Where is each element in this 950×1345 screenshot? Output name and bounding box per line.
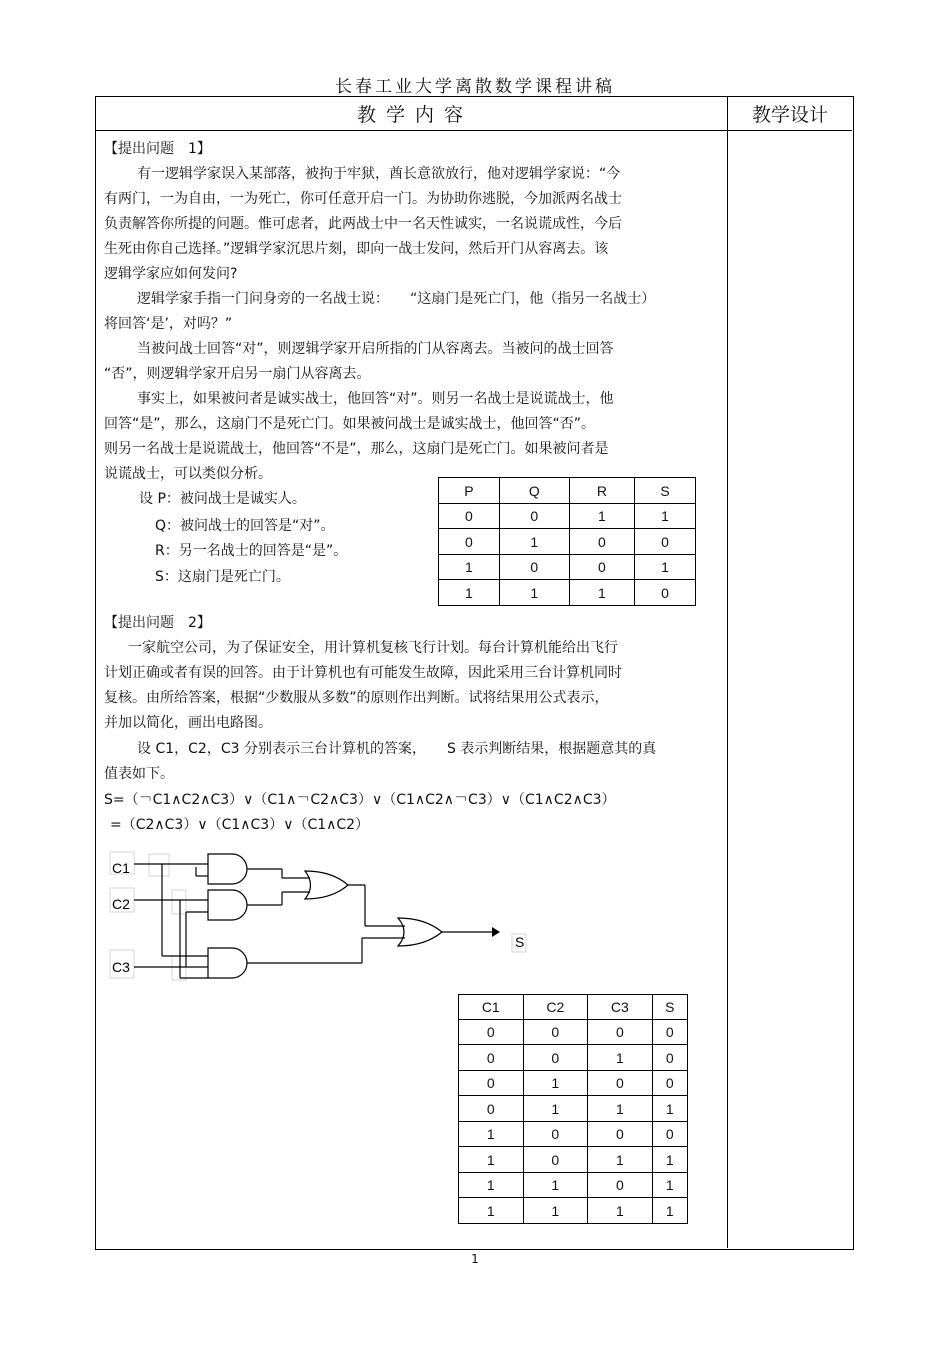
table-cell: 1 [569, 504, 634, 529]
table-cell: 0 [635, 580, 696, 606]
table-row [439, 529, 696, 555]
definition-q: Q：被问战士的回答是“对”。 [155, 518, 335, 534]
table-cell: 1 [523, 1096, 588, 1122]
problem1-heading: 【提出问题 1】 [104, 141, 211, 157]
table-cell: 0 [652, 1071, 687, 1096]
column-header-content: 教 学 内 容 [356, 104, 466, 126]
table-row [459, 1096, 688, 1122]
definition-r: R：另一名战士的回答是“是”。 [155, 543, 348, 559]
table-cell: 0 [523, 1045, 588, 1071]
column-divider [727, 96, 728, 1248]
majority-circuit-diagram [100, 840, 540, 990]
table-cell: 0 [459, 1071, 524, 1096]
problem2-heading: 【提出问题 2】 [104, 615, 211, 631]
table-cell: 1 [499, 529, 569, 555]
problem1-line: 有一逻辑学家误入某部落，被拘于牢狱，酋长意欲放行，他对逻辑学家说：“今 [137, 166, 621, 182]
problem1-line: 说谎战士，可以类似分析。 [104, 466, 272, 482]
table-cell: 0 [588, 1173, 653, 1198]
circuit-output-s: S [515, 934, 525, 950]
table-cell: 0 [588, 1071, 653, 1096]
table-cell: 1 [439, 555, 500, 580]
table-cell: 1 [588, 1096, 653, 1122]
table-header: C2 [523, 995, 588, 1020]
table-cell: 0 [635, 529, 696, 555]
problem1-line: 将回答‘是’，对吗？” [104, 316, 233, 332]
table-cell: 1 [652, 1173, 687, 1198]
circuit-input-c1: C1 [112, 860, 130, 876]
table-cell: 1 [635, 504, 696, 529]
table-cell: 1 [652, 1096, 687, 1122]
table-cell: 1 [523, 1071, 588, 1096]
definition-s: S：这扇门是死亡门。 [155, 569, 290, 585]
table-row [459, 1020, 688, 1045]
header-row-divider [95, 130, 852, 131]
problem1-line: 有两门，一为自由，一为死亡，你可任意开启一门。为协助你逃脱，今加派两名战士 [104, 191, 622, 207]
table-cell: 0 [569, 529, 634, 555]
table-cell: 1 [588, 1147, 653, 1173]
table-cell: 0 [652, 1122, 687, 1147]
table-cell: 1 [459, 1122, 524, 1147]
table-cell: 0 [459, 1045, 524, 1071]
problem1-line: 逻辑学家应如何发问? [104, 266, 238, 282]
table-row [459, 1147, 688, 1173]
problem2-line: 设 C1，C2，C3 分别表示三台计算机的答案， S 表示判断结果，根据题意其的真 [137, 741, 657, 757]
table-cell: 0 [459, 1096, 524, 1122]
problem2-line: 并加以简化，画出电路图。 [104, 715, 272, 731]
table-cell: 1 [459, 1198, 524, 1224]
problem1-line: 当被问战士回答“对”，则逻辑学家开启所指的门从容离去。当被问的战士回答 [137, 341, 614, 357]
table-header: S [652, 995, 687, 1020]
table-cell: 1 [459, 1173, 524, 1198]
table-cell: 0 [439, 504, 500, 529]
problem1-line: 回答“是”，那么，这扇门不是死亡门。如果被问战士是诚实战士，他回答“否”。 [104, 416, 596, 432]
table-cell: 0 [569, 555, 634, 580]
table-cell: 1 [588, 1198, 653, 1224]
table-cell: 1 [523, 1198, 588, 1224]
table-row [439, 504, 696, 529]
table-header: C1 [459, 995, 524, 1020]
table-cell: 1 [569, 580, 634, 606]
table-header: C3 [588, 995, 653, 1020]
table-cell: 0 [523, 1020, 588, 1045]
table-row [459, 1045, 688, 1071]
problem1-line: 负责解答你所提的问题。惟可虑者，此两战士中一名天性诚实，一名说谎成性，今后 [104, 216, 622, 232]
truth-table-majority [458, 994, 688, 1224]
table-cell: 0 [523, 1122, 588, 1147]
table-cell: 1 [439, 580, 500, 606]
problem2-line: 一家航空公司，为了保证安全，用计算机复核飞行计划。每台计算机能给出飞行 [128, 640, 618, 656]
table-cell: 1 [652, 1147, 687, 1173]
table-cell: 1 [652, 1198, 687, 1224]
table-header: S [635, 478, 696, 504]
problem2-line: 计划正确或者有误的回答。由于计算机也有可能发生故障，因此采用三台计算机同时 [104, 665, 622, 681]
table-cell: 0 [499, 555, 569, 580]
table-cell: 0 [439, 529, 500, 555]
table-cell: 1 [459, 1147, 524, 1173]
truth-table-pqrs [438, 477, 696, 606]
table-cell: 0 [588, 1020, 653, 1045]
table-cell: 1 [499, 580, 569, 606]
circuit-input-c3: C3 [112, 959, 130, 975]
table-header: R [569, 478, 634, 504]
circuit-input-c2: C2 [112, 896, 130, 912]
formula-full: S=（￢C1∧C2∧C3）∨（C1∧￢C2∧C3）∨（C1∧C2∧￢C3）∨（C1∧C2∧C3） [104, 792, 616, 808]
problem1-line: 则另一名战士是说谎战士，他回答“不是”，那么，这扇门是死亡门。如果被问者是 [104, 441, 609, 457]
table-cell: 0 [652, 1020, 687, 1045]
table-row [439, 580, 696, 606]
table-row [459, 1122, 688, 1147]
problem1-line: 逻辑学家手指一门问身旁的一名战士说： “这扇门是死亡门，他（指另一名战士） [137, 291, 656, 307]
page-number: 1 [471, 1252, 479, 1266]
formula-simplified: =（C2∧C3）∨（C1∧C3）∨（C1∧C2） [110, 817, 370, 833]
table-cell: 0 [652, 1045, 687, 1071]
table-cell: 0 [588, 1122, 653, 1147]
page-header-title: 长春工业大学离散数学课程讲稿 [335, 77, 615, 97]
problem1-line: “否”，则逻辑学家开启另一扇门从容离去。 [104, 366, 371, 382]
table-cell: 1 [523, 1173, 588, 1198]
problem2-line: 值表如下。 [104, 766, 174, 782]
problem1-line: 事实上，如果被问者是诚实战士，他回答“对”。则另一名战士是说谎战士，他 [137, 391, 614, 407]
table-row [439, 555, 696, 580]
column-header-design: 教学设计 [751, 104, 828, 126]
definition-p: 设 P：被问战士是诚实人。 [139, 491, 306, 507]
table-cell: 0 [499, 504, 569, 529]
table-row [459, 1173, 688, 1198]
table-cell: 1 [588, 1045, 653, 1071]
table-row [459, 1071, 688, 1096]
table-row [459, 1198, 688, 1224]
table-header: P [439, 478, 500, 504]
table-header: Q [499, 478, 569, 504]
problem2-line: 复核。由所给答案，根据“少数服从多数”的原则作出判断。试将结果用公式表示， [104, 690, 609, 706]
table-cell: 0 [523, 1147, 588, 1173]
table-cell: 1 [635, 555, 696, 580]
table-cell: 0 [459, 1020, 524, 1045]
problem1-line: 生死由你自己选择。”逻辑学家沉思片刻，即向一战士发问，然后开门从容离去。该 [104, 241, 609, 257]
